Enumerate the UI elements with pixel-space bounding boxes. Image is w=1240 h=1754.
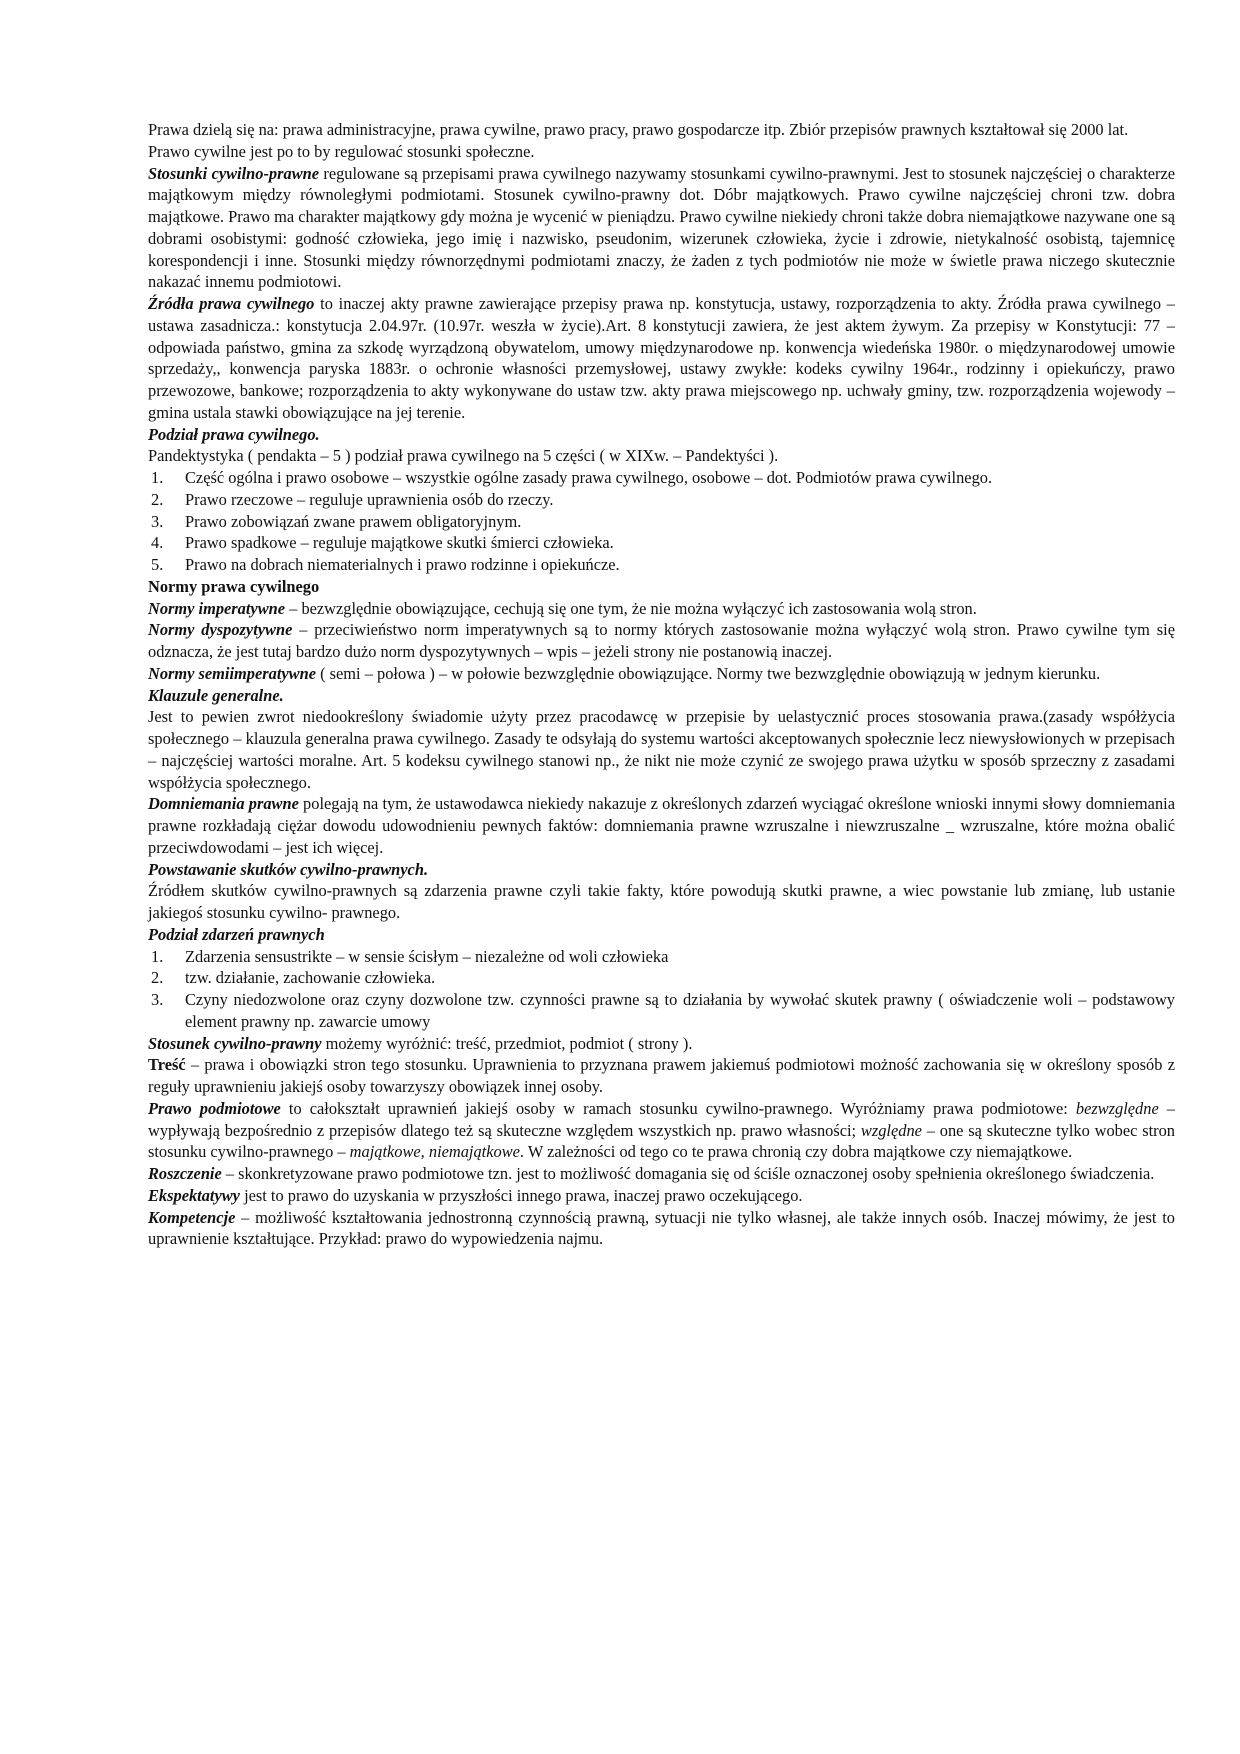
term: Treść — [148, 1055, 186, 1075]
list-item — [148, 946, 1175, 968]
list-number: 5. — [151, 555, 164, 574]
list-item — [148, 511, 1175, 533]
document-page — [148, 119, 1175, 1250]
section-heading: Normy prawa cywilnego — [148, 576, 320, 596]
section-heading: Klauzule generalne. — [148, 685, 284, 705]
list-number: 2. — [151, 968, 164, 988]
term: Roszczenie — [148, 1164, 222, 1183]
definition-paragraph — [148, 619, 1175, 663]
definition-text: – możliwość kształtowania jednostronną czynnością prawną, sytuacji nie tylko własnej, ale także innych osób. Inaczej mówimy, że jest to uprawnienie kształtujące. Przykład: prawo do wypowiedzenia najmu. — [148, 1207, 1175, 1249]
definition-text: ( semi – połowa ) – w połowie bezwzględnie obowiązujące. Normy twe bezwzględnie obowiązują w jednym kierunku. — [316, 663, 1101, 683]
definition-paragraph — [148, 1054, 1175, 1098]
definition-paragraph — [148, 1163, 1175, 1185]
list-item-text: Prawo zobowiązań zwane prawem obligatoryjnym. — [185, 511, 522, 531]
numbered-list — [148, 946, 1175, 1033]
definition-text: . W zależności od tego co te prawa chronią czy dobra majątkowe czy niemajątkowe. — [519, 1142, 1073, 1162]
definition-text: to całokształt uprawnień jakiejś osoby w ramach stosunku cywilno-prawnego. Wyróżniamy prawa podmiotowe: — [280, 1098, 1076, 1118]
definition-text: – prawa i obowiązki stron tego stosunku. Uprawnienia to przyznana prawem jakiemuś podmiotowi możność zachowania się w określony sposób z reguły uprawnieniu jakiejś osoby towarzyszy obowiązek innej osoby. — [148, 1055, 1175, 1096]
definition-text: – skonkretyzowane prawo podmiotowe tzn. jest to możliwość domagania się od ściśle oznaczonej osoby spełnienia określonego świadczenia. — [221, 1164, 1155, 1183]
list-item-text: Zdarzenia sensustrikte – w sensie ścisłym – niezależne od woli człowieka — [185, 946, 669, 966]
section-heading: Podział prawa cywilnego. — [148, 424, 320, 444]
list-number: 3. — [151, 990, 164, 1009]
definition-paragraph — [148, 793, 1175, 858]
list-number: 4. — [151, 533, 164, 553]
term: Stosunek cywilno-prawny — [148, 1033, 322, 1053]
term: Normy imperatywne — [148, 598, 286, 618]
definition-text: – wypływają bezpośrednio z przepisów dlatego też są skuteczne względem wszystkich np. prawo własności; — [148, 1098, 1176, 1140]
definition-paragraph — [148, 1207, 1175, 1251]
definition-text: możemy wyróżnić: treść, przedmiot, podmiot ( strony ). — [321, 1033, 693, 1053]
definition-text: – one są skuteczne tylko wobec stron stosunku cywilno-prawnego – — [148, 1120, 1175, 1162]
definition-text: – przeciwieństwo norm imperatywnych są to normy których zastosowanie można wyłączyć wolą stron. Prawo cywilne tym się odznacza, że jest tutaj bardzo dużo norm dyspozytywnych – wpis – jeżeli strony nie postanowią inaczej. — [148, 620, 1175, 661]
list-item-text: Prawo rzeczowe – reguluje uprawnienia osób do rzeczy. — [185, 489, 554, 509]
term: Źródła prawa cywilnego — [148, 294, 315, 313]
list-item — [148, 532, 1175, 554]
list-number: 3. — [151, 511, 164, 531]
definition-text: regulowane są przepisami prawa cywilnego nazywamy stosunkami cywilno-prawnymi. Jest to stosunek najczęściej o charakterze majątkowym między równoległymi podmiotami. Stosunek cywilno-prawny dot. Dóbr majątkowych. Prawo cywilne najczęściej chroni tzw. dobra majątkowe. Prawo ma charakter majątkowy gdy można je wycenić w pieniądzu. Prawo cywilne niekiedy chroni także dobra niemajątkowe nazywane one są dobrami osobistymi: godność człowieka, jego imię i nazwisko, pseudonim, wizerunek człowieka, życie i zdrowie, nietykalność osobistą, tajemnicę korespondencji i inne. Stosunki między równorzędnymi podmiotami znaczy, że żaden z tych podmiotów nie może w świetle prawa niczego skutecznie nakazać innemu podmiotowi. — [148, 163, 1175, 292]
list-number: 1. — [151, 946, 164, 966]
definition-text: to inaczej akty prawne zawierające przepisy prawa np. konstytucja, ustawy, rozporządzenia to akty. Źródła prawa cywilnego – ustawa zasadnicza.: konstytucja 2.04.97r. (10.97r. weszła w życie).Art. 8 konstytucji zawiera, że jest aktem żywym. Za przepisy w Konstytucji: 77 – odpowiada państwo, gmina za szkodę wyrządzoną obywatelom, umowy międzynarodowe np. konwencja wiedeńska 1980r. o międzynarodowej umowie sprzedaży,, konwencja paryska 1883r. o ochronie własności przemysłowej, ustawy zwykłe: kodeks cywilny 1964r., rodzinny i opiekuńczy, prawo przewozowe, bankowe; rozporządzenia to akty wykonywane do ustaw tzw. akty prawa miejscowego np. uchwały gminy, tzw. rozporządzenia wojewody – gmina ustala stawki obowiązujące na jej terenie. — [148, 294, 1175, 422]
italic-term: majątkowe, niemajątkowe — [349, 1142, 520, 1162]
section-heading: Powstawanie skutków cywilno-prawnych. — [148, 859, 429, 879]
list-item-text: Prawo na dobrach niematerialnych i prawo rodzinne i opiekuńcze. — [185, 555, 620, 574]
term: Normy semiimperatywne — [148, 663, 316, 683]
term: Prawo podmiotowe — [148, 1098, 281, 1118]
definition-paragraph — [148, 1185, 1175, 1207]
italic-term: bezwzględne — [1075, 1098, 1159, 1118]
numbered-list — [148, 467, 1175, 576]
list-item — [148, 967, 1175, 989]
definition-paragraph — [148, 598, 1175, 620]
paragraph: Jest to pewien zwrot niedookreślony świadomie użyty przez pracodawcę w przepisie by uelastycznić proces stosowania prawa.(zasady współżycia społecznego – klauzula generalna prawa cywilnego. Zasady te odsyłają do systemu wartości akceptowanych społecznie lecz niewysłowionych w przepisach – najczęściej wartości moralne. Art. 5 kodeksu cywilnego stanowi np., że nikt nie może czynić ze swojego prawa użytku w sposób sprzeczny z zasadami współżycia społecznego. — [148, 707, 1175, 792]
list-number: 2. — [151, 489, 164, 509]
paragraph: Prawo cywilne jest po to by regulować stosunki społeczne. — [148, 141, 535, 161]
definition-text: jest to prawo do uzyskania w przyszłości innego prawa, inaczej prawo oczekującego. — [239, 1185, 803, 1205]
list-item — [148, 554, 1175, 576]
list-item — [148, 989, 1175, 1033]
definition-paragraph — [148, 163, 1175, 294]
term: Domniemania prawne — [148, 794, 299, 814]
definition-paragraph — [148, 293, 1175, 424]
list-item — [148, 467, 1175, 489]
list-item-text: Prawo spadkowe – reguluje majątkowe skutki śmierci człowieka. — [185, 533, 614, 553]
italic-term: względne — [860, 1120, 922, 1140]
list-item — [148, 489, 1175, 511]
definition-text: polegają na tym, że ustawodawca niekiedy nakazuje z określonych zdarzeń wyciągać określone wnioski innymi słowy domniemania prawne rozkładają ciężar dowodu udowodnieniu pewnych faktów: domniemania prawne wzruszalne i niewzruszalne _ wzruszalne, które można obalić przeciwdowodami – jest ich więcej. — [148, 794, 1175, 857]
paragraph: Pandektystyka ( pendakta – 5 ) podział prawa cywilnego na 5 części ( w XIXw. – Pandektyści ). — [148, 446, 779, 466]
term: Normy dyspozytywne — [148, 620, 293, 640]
term: Ekspektatywy — [148, 1185, 240, 1205]
list-item-text: Część ogólna i prawo osobowe – wszystkie ogólne zasady prawa cywilnego, osobowe – dot. Podmiotów prawa cywilnego. — [185, 468, 993, 487]
definition-paragraph — [148, 1098, 1175, 1163]
list-number: 1. — [151, 468, 164, 487]
term: Kompetencje — [148, 1207, 236, 1227]
definition-text: – bezwzględnie obowiązujące, cechują się one tym, że nie można wyłączyć ich zastosowania wolą stron. — [285, 598, 977, 618]
list-item-text: tzw. działanie, zachowanie człowieka. — [185, 968, 436, 988]
section-heading: Podział zdarzeń prawnych — [148, 924, 325, 944]
definition-paragraph — [148, 1033, 1175, 1055]
intro-paragraph: Prawa dzielą się na: prawa administracyjne, prawa cywilne, prawo pracy, prawo gospodarcze itp. Zbiór przepisów prawnych kształtował się 2000 lat. — [148, 120, 1129, 139]
list-item-text: Czyny niedozwolone oraz czyny dozwolone tzw. czynności prawne są to działania by wywołać skutek prawny ( oświadczenie woli – podstawowy element prawny np. zawarcie umowy — [185, 990, 1175, 1031]
paragraph: Źródłem skutków cywilno-prawnych są zdarzenia prawne czyli takie fakty, które powodują skutki prawne, a wiec powstanie lub zmianę, lub ustanie jakiegoś stosunku cywilno- prawnego. — [148, 881, 1175, 922]
term: Stosunki cywilno-prawne — [148, 163, 320, 183]
definition-paragraph — [148, 663, 1175, 685]
